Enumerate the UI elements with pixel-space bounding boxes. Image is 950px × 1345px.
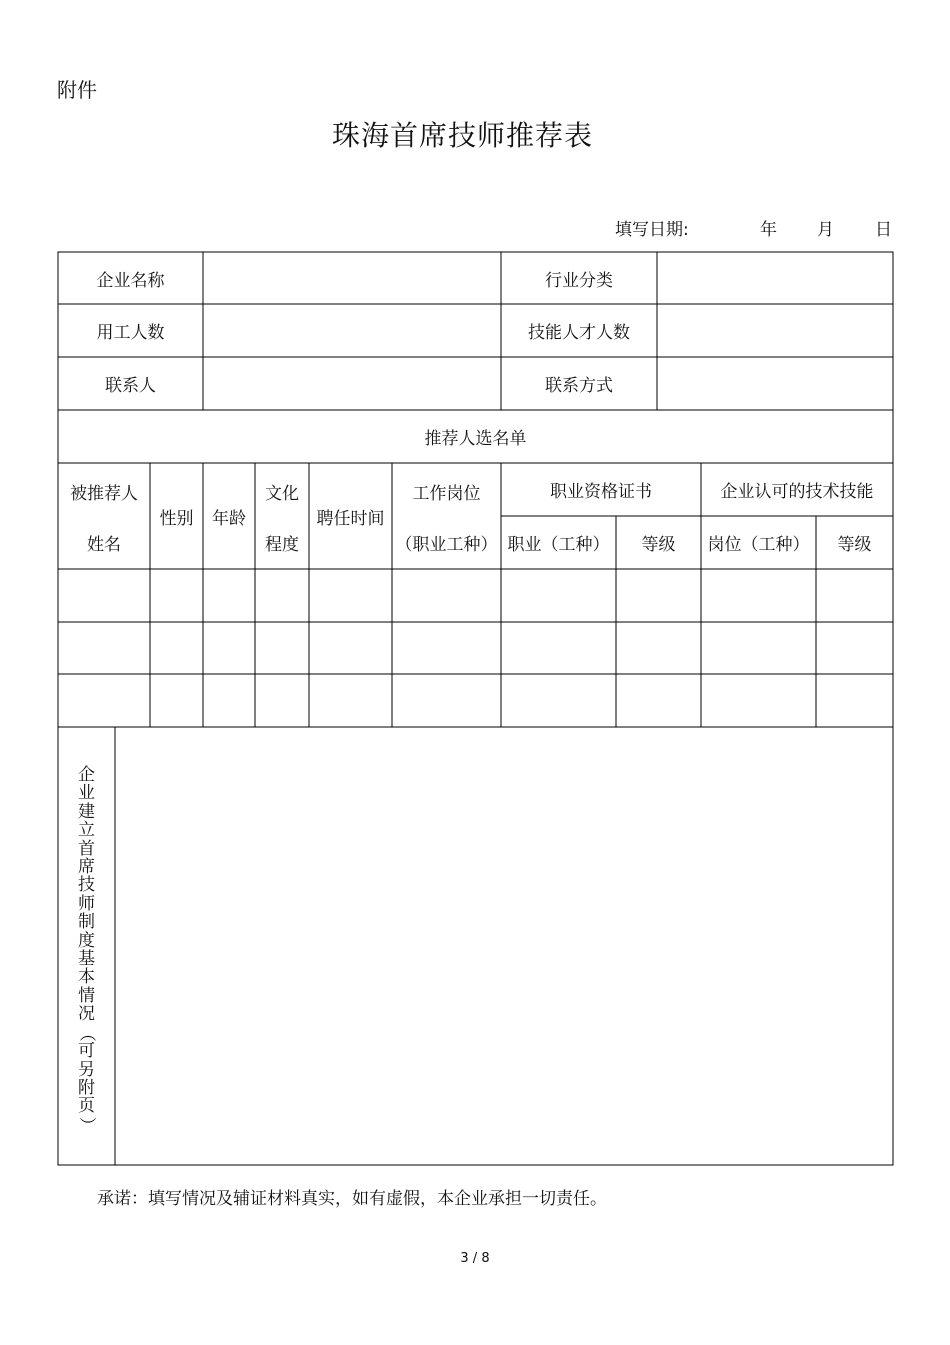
col-skill-level: 等级 xyxy=(837,535,872,555)
page-number: 3 / 8 xyxy=(460,1251,490,1266)
col-education-line1: 文化 xyxy=(265,483,299,504)
skilled-talent-label: 技能人才人数 xyxy=(528,323,630,343)
col-skill-post: 岗位（工种） xyxy=(707,535,810,555)
company-name-label: 企业名称 xyxy=(96,270,165,291)
col-employment-time: 聘任时间 xyxy=(316,508,385,529)
col-position-line1: 工作岗位 xyxy=(412,483,481,504)
col-name-line2: 姓名 xyxy=(87,534,121,555)
attachment-label: 附件 xyxy=(57,78,97,102)
col-gender: 性别 xyxy=(159,508,194,529)
contact-person-field[interactable] xyxy=(203,357,501,410)
candidate-row[interactable] xyxy=(58,569,893,622)
fill-date-label: 填写日期: xyxy=(615,220,689,240)
contact-person-label: 联系人 xyxy=(105,376,156,396)
skilled-talent-field[interactable] xyxy=(657,304,893,357)
contact-method-label: 联系方式 xyxy=(545,376,613,396)
employees-label: 用工人数 xyxy=(96,323,165,343)
fill-date-day: 日 xyxy=(875,220,892,240)
system-section-label: 企 业 建 立 首 席 技 师 制 度 基 本 情 况 （ 可 另 附 页 ） xyxy=(76,765,97,1134)
candidate-row[interactable] xyxy=(58,674,893,727)
company-name-field[interactable] xyxy=(203,252,501,304)
industry-field[interactable] xyxy=(657,252,893,304)
candidate-row[interactable] xyxy=(58,622,893,674)
fill-date-year: 年 xyxy=(760,220,777,240)
system-section-field[interactable] xyxy=(115,727,893,1165)
page-title: 珠海首席技师推荐表 xyxy=(331,119,593,152)
col-cert-level: 等级 xyxy=(641,535,676,555)
employees-field[interactable] xyxy=(203,304,501,357)
col-certificate: 职业资格证书 xyxy=(550,482,652,502)
col-recognized-skill: 企业认可的技术技能 xyxy=(720,482,874,502)
contact-method-field[interactable] xyxy=(657,357,893,410)
candidates-section-title: 推荐人选名单 xyxy=(424,429,527,449)
col-age: 年龄 xyxy=(212,508,246,529)
promise-statement: 承诺：填写情况及辅证材料真实，如有虚假，本企业承担一切责任。 xyxy=(97,1189,607,1209)
col-name-line1: 被推荐人 xyxy=(70,483,138,504)
col-position-line2: （职业工种） xyxy=(395,534,498,555)
col-cert-occupation: 职业（工种） xyxy=(507,535,610,555)
industry-label: 行业分类 xyxy=(545,270,613,291)
fill-date-month: 月 xyxy=(817,220,834,240)
col-education-line2: 程度 xyxy=(265,534,299,555)
